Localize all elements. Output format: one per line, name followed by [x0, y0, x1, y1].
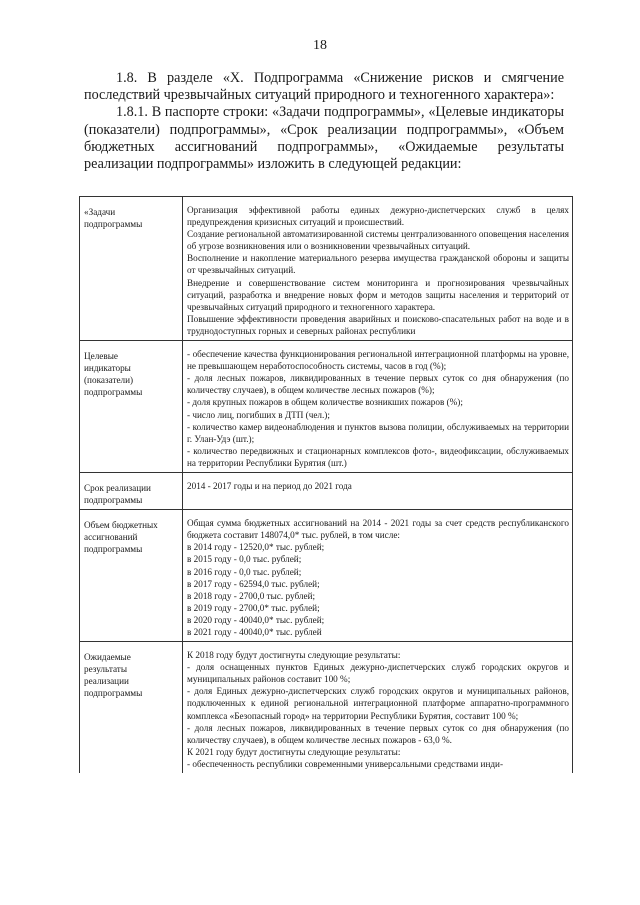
content-line: в 2015 году - 0,0 тыс. рублей;: [187, 554, 302, 565]
table-row-indicators: [80, 341, 573, 473]
row-label-cell: [80, 197, 183, 341]
content-line: К 2021 году будут достигнуты следующие результаты:: [187, 746, 401, 757]
row-label-cell: [80, 510, 183, 642]
row-label: «Задачи подпрограммы: [84, 207, 143, 230]
row-content-cell: [183, 197, 573, 341]
content-line: в 2019 году - 2700,0* тыс. рублей;: [187, 602, 320, 613]
row-label: Ожидаемые результаты реализации подпрограммы: [84, 652, 143, 699]
content-line: К 2018 году будут достигнуты следующие результаты:: [187, 650, 401, 661]
content-line: - количество передвижных и стационарных комплексов фото-, видеофиксации, обслуживаемых на территории Республики Бурятия (шт.): [187, 445, 569, 468]
row-label: Целевые индикаторы (показатели) подпрограммы: [84, 351, 143, 398]
content-line: - доля лесных пожаров, ликвидированных в течение первых суток со дня обнаружения (по количеству случаев), в общем количестве лесных пожаров (%);: [187, 373, 569, 396]
intro-text: [84, 70, 564, 173]
content-line: в 2014 году - 12520,0* тыс. рублей;: [187, 542, 325, 553]
content-line: в 2017 году - 62594,0 тыс. рублей;: [187, 578, 320, 589]
row-label-cell: [80, 472, 183, 509]
content-line: - обеспеченность республики современными универсальными средствами инди-: [187, 758, 504, 769]
content-line: Создание региональной автоматизированной системы централизованного оповещения населения об угрозе возникновения или о возникновении чрезвычайных ситуаций.: [187, 229, 569, 252]
content-line: в 2016 году - 0,0 тыс. рублей;: [187, 566, 302, 577]
content-line: 2014 - 2017 годы и на период до 2021 года: [187, 480, 352, 491]
row-label-cell: [80, 341, 183, 473]
content-line: - доля Единых дежурно-диспетчерских служб городских округов и муниципальных районов, подключенных к единой региональной интеграционной платформе аппаратно-программного комплекса «Безопасный город» на территории Республики Бурятия, составит 100 %;: [187, 686, 569, 721]
content-line: в 2020 году - 40040,0* тыс. рублей;: [187, 614, 325, 625]
content-line: - доля оснащенных пунктов Единых дежурно-диспетчерских служб городских округов и муниципальных районов составит 100 %;: [187, 662, 569, 685]
row-content-cell: [183, 472, 573, 509]
content-line: Организация эффективной работы единых дежурно-диспетчерских служб в целях предупреждения кризисных ситуаций и происшествий.: [187, 205, 569, 228]
table-row-tasks: [80, 197, 573, 341]
content-line: в 2018 году - 2700,0 тыс. рублей;: [187, 590, 316, 601]
row-content-cell: [183, 510, 573, 642]
page-number: 18: [313, 38, 327, 53]
row-label: Объем бюджетных ассигнований подпрограммы: [84, 520, 158, 555]
content-line: в 2021 году - 40040,0* тыс. рублей: [187, 627, 322, 637]
table-row-term: [80, 472, 573, 509]
content-line: Внедрение и совершенствование систем мониторинга и прогнозирования чрезвычайных ситуаций, разработка и внедрение новых форм и методов защиты населения и территорий от чрезвычайных ситуаций природного и техногенного характера.: [187, 277, 569, 312]
table-row-budget: [80, 510, 573, 642]
content-line: - число лиц, погибших в ДТП (чел.);: [187, 409, 330, 420]
subprogram-passport-table: [79, 196, 573, 773]
content-line: - обеспечение качества функционирования региональной интеграционной платформы на уровне, не превышающем неработоспособность системы, часов в год (%);: [187, 349, 569, 372]
content-line: Общая сумма бюджетных ассигнований на 2014 - 2021 годы за счет средств республиканского бюджета составит 148074,0* тыс. рублей, в том числе:: [187, 518, 569, 541]
intro-paragraph-2: 1.8.1. В паспорте строки: «Задачи подпрограммы», «Целевые индикаторы (показатели) подпрограммы», «Срок реализации подпрограммы», «Объем бюджетных ассигнований подпрограммы», «Ожидаемые результаты реализации подпрограммы» изложить в следующей редакции:: [84, 104, 564, 173]
content-line: Восполнение и накопление материального резерва имущества гражданской обороны и защиты от чрезвычайных ситуаций.: [187, 253, 569, 276]
content-line: Повышение эффективности проведения аварийных и поисково-спасательных работ на воде и в труднодоступных горных и северных районах республики: [187, 313, 569, 336]
content-line: - доля крупных пожаров в общем количестве возникших пожаров (%);: [187, 397, 463, 408]
content-line: - доля лесных пожаров, ликвидированных в течение первых суток со дня обнаружения (по количеству случаев), в общем количестве лесных пожаров - 63,0 %.: [187, 722, 569, 745]
table-row-results: [80, 642, 573, 773]
row-label: Срок реализации подпрограммы: [84, 482, 151, 506]
intro-paragraph-1: 1.8. В разделе «X. Подпрограмма «Снижение рисков и смягчение последствий чрезвычайных ситуаций природного и техногенного характера»:: [84, 70, 564, 104]
content-line: - количество камер видеонаблюдения и пунктов вызова полиции, обслуживаемых на территории г. Улан-Удэ (шт.);: [187, 421, 569, 444]
passport-table-body: [80, 197, 573, 774]
row-content-cell: [183, 341, 573, 473]
row-content-cell: [183, 642, 573, 773]
row-label-cell: [80, 642, 183, 773]
